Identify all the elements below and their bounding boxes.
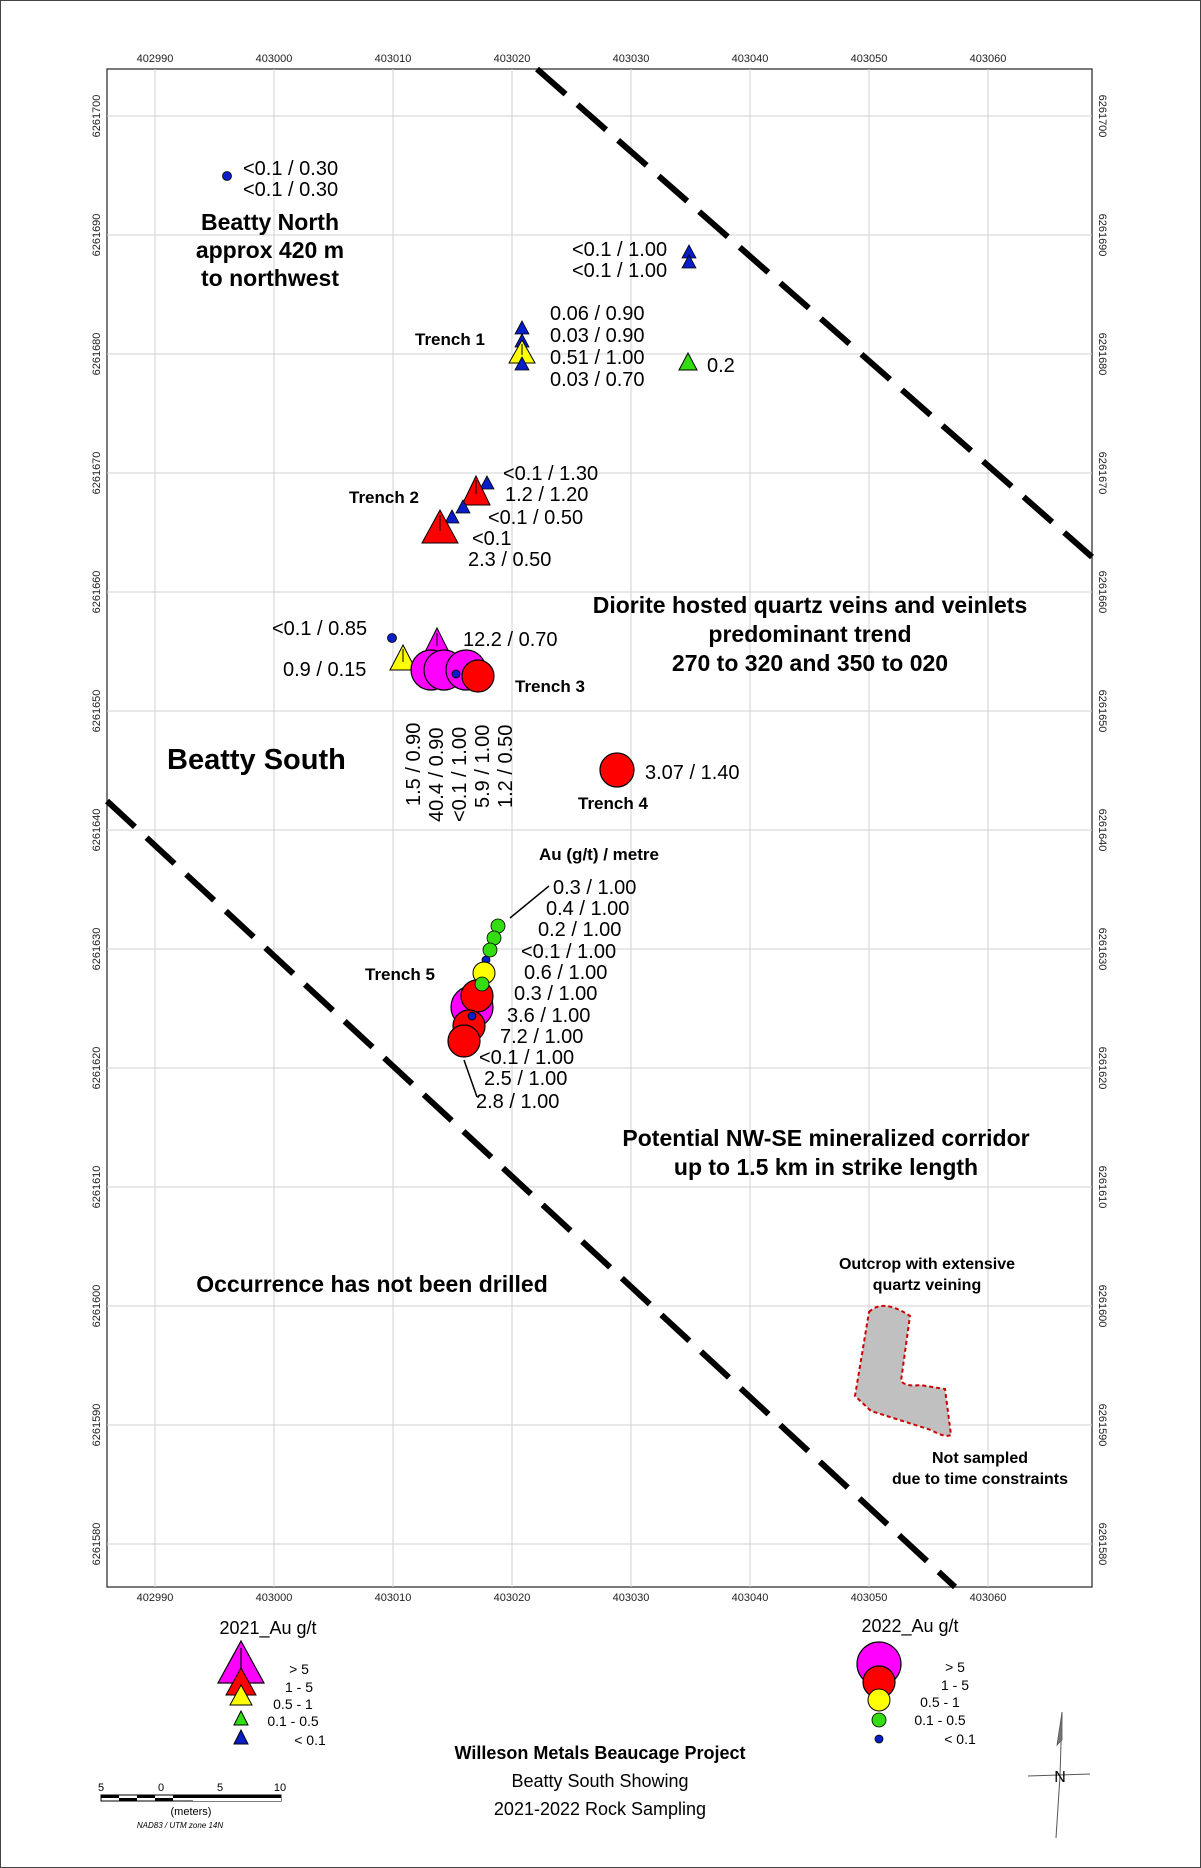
y-tick: 6261700	[1096, 94, 1108, 138]
sample-label: <0.1 / 0.85	[272, 618, 368, 640]
scale-tick: 5	[216, 1782, 224, 1794]
sample-label: 12.2 / 0.70	[463, 629, 558, 651]
legend-2021-labels	[267, 1661, 326, 1748]
legend-2021-symbol	[234, 1730, 248, 1744]
x-tick: 403000	[255, 1592, 293, 1604]
sample-label: 0.9 / 0.15	[283, 659, 367, 681]
y-tick: 6261660	[1096, 570, 1108, 614]
sample-dot	[223, 172, 232, 181]
sample-label: <0.1 / 0.30	[243, 158, 339, 180]
trench1-label: Trench 1	[415, 330, 485, 349]
x-tick: 402990	[136, 53, 174, 65]
north-arrow-head	[1057, 1712, 1062, 1745]
legend-2022-labels	[914, 1659, 976, 1747]
sample-label: 0.2 / 1.00	[538, 919, 622, 941]
y-tick: 6261590	[1096, 1403, 1108, 1447]
beatty-north-label: approx 420 m	[195, 237, 345, 263]
sample-label: 0.3 / 1.00	[553, 877, 637, 899]
scale-bar	[98, 1782, 286, 1830]
trench5-label: Trench 5	[365, 965, 435, 984]
sample-label: 0.03 / 0.90	[550, 325, 645, 347]
north-glyph: N	[1054, 1769, 1066, 1786]
sample-label: <0.1 / 1.00	[521, 941, 617, 963]
sample-label: 40.4 / 0.90	[426, 727, 448, 822]
sample-circle	[448, 1025, 480, 1057]
beatty-south-label: Beatty South	[167, 744, 346, 776]
x-tick: 403040	[731, 53, 769, 65]
not-sampled-label: due to time constraints	[891, 1471, 1069, 1488]
sample-label: <0.1 / 1.30	[503, 463, 599, 485]
beatty-north-label: Beatty North	[200, 209, 340, 235]
outcrop-label: quartz veining	[872, 1277, 982, 1294]
x-ticks-bottom	[137, 1592, 1007, 1604]
trench2-label: Trench 2	[349, 488, 419, 507]
sample-label: 5.9 / 1.00	[472, 724, 494, 808]
corridor-label: up to 1.5 km in strike length	[673, 1154, 979, 1180]
x-tick: 403010	[374, 53, 412, 65]
sample-label: 0.3 / 1.00	[514, 983, 598, 1005]
legend-2022-item: 1 - 5	[940, 1677, 970, 1693]
sample-dot	[468, 1012, 476, 1020]
y-tick: 6261680	[1096, 332, 1108, 376]
diorite-label: 270 to 320 and 350 to 020	[671, 650, 949, 676]
y-tick: 6261660	[91, 570, 103, 614]
x-tick: 403020	[493, 1592, 531, 1604]
scale-tick: 5	[97, 1782, 105, 1794]
sample-label: 0.51 / 1.00	[550, 347, 645, 369]
y-tick: 6261670	[91, 451, 103, 495]
sample-label: 0.2	[707, 355, 735, 377]
legend-2021-item: > 5	[289, 1661, 309, 1677]
legend-2022-item: 0.5 - 1	[920, 1694, 960, 1710]
datum-label: NAD83 / UTM zone 14N	[136, 1821, 224, 1830]
trench3-label: Trench 3	[515, 677, 585, 696]
sample-label: 2.5 / 1.00	[484, 1068, 568, 1090]
legend-2021-item: 0.5 - 1	[273, 1696, 313, 1712]
north-arrow-icon	[1028, 1712, 1090, 1838]
sample-label: 3.6 / 1.00	[507, 1005, 591, 1027]
diorite-label: predominant trend	[708, 621, 912, 647]
sample-circle	[600, 753, 634, 787]
sample-circle	[475, 977, 489, 991]
sample-dot	[388, 634, 397, 643]
y-tick: 6261640	[91, 808, 103, 852]
scale-bar-segment	[173, 1795, 193, 1798]
y-tick: 6261690	[1096, 213, 1108, 257]
y-tick: 6261700	[91, 94, 103, 138]
scale-bar-segment	[101, 1795, 119, 1798]
sample-label: <0.1 / 0.30	[243, 179, 339, 201]
y-tick: 6261630	[91, 927, 103, 971]
y-tick: 6261690	[91, 213, 103, 257]
sample-label: 2.8 / 1.00	[476, 1091, 560, 1113]
au-header-label: Au (g/t) / metre	[539, 845, 659, 864]
diorite-label: Diorite hosted quartz veins and veinlets	[592, 592, 1028, 618]
x-tick: 403050	[850, 1592, 888, 1604]
y-tick: 6261680	[91, 332, 103, 376]
x-tick: 403020	[493, 53, 531, 65]
sample-label: 3.07 / 1.40	[645, 762, 740, 784]
not-drilled-label: Occurrence has not been drilled	[196, 1271, 548, 1297]
scale-bar-segment	[193, 1798, 281, 1801]
scale-tick: 10	[273, 1782, 287, 1794]
x-tick: 403000	[255, 53, 293, 65]
sample-label: 1.5 / 0.90	[403, 722, 425, 806]
title-block	[455, 1743, 746, 1819]
x-tick: 403030	[612, 1592, 650, 1604]
map-frame	[107, 69, 1092, 1587]
sample-label: 2.3 / 0.50	[468, 549, 552, 571]
beatty-north-label: to northwest	[201, 265, 339, 291]
sample-label: <0.1 / 1.00	[479, 1047, 575, 1069]
y-ticks-left	[91, 95, 103, 1566]
y-tick: 6261610	[91, 1165, 103, 1209]
scale-bar-segment	[155, 1798, 173, 1801]
legend-2022-item: < 0.1	[944, 1731, 976, 1747]
y-tick: 6261620	[91, 1046, 103, 1090]
sample-label: <0.1 / 0.50	[488, 507, 584, 529]
scale-unit: (meters)	[170, 1806, 212, 1818]
y-tick: 6261640	[1096, 808, 1108, 852]
sampling-title: 2021-2022 Rock Sampling	[493, 1799, 707, 1819]
sample-dot	[452, 670, 460, 678]
y-tick: 6261580	[91, 1522, 103, 1566]
sample-circle	[462, 660, 494, 692]
sample-label: <0.1 / 1.00	[572, 260, 668, 282]
sample-label: 1.2 / 1.20	[505, 484, 589, 506]
legend-2021-item: 0.1 - 0.5	[267, 1713, 319, 1729]
sample-label: <0.1 / 1.00	[572, 239, 668, 261]
sample-label: 7.2 / 1.00	[500, 1026, 584, 1048]
sample-label: 0.6 / 1.00	[524, 962, 608, 984]
sample-label: 1.2 / 0.50	[495, 724, 517, 808]
x-tick: 402990	[136, 1592, 174, 1604]
sample-label: 0.06 / 0.90	[550, 303, 645, 325]
legend-2021	[218, 1618, 326, 1748]
legend-2021-item: < 0.1	[294, 1732, 326, 1748]
x-tick: 403030	[612, 53, 650, 65]
scale-bar-segment	[137, 1795, 155, 1798]
y-tick: 6261600	[91, 1284, 103, 1328]
y-tick: 6261630	[1096, 927, 1108, 971]
sample-label: <0.1	[472, 528, 512, 550]
y-tick: 6261650	[91, 689, 103, 733]
x-tick: 403060	[969, 53, 1007, 65]
y-tick: 6261610	[1096, 1165, 1108, 1209]
y-tick: 6261620	[1096, 1046, 1108, 1090]
showing-title: Beatty South Showing	[511, 1771, 689, 1791]
corridor-label: Potential NW-SE mineralized corridor	[622, 1125, 1030, 1151]
y-tick: 6261600	[1096, 1284, 1108, 1328]
y-tick: 6261580	[1096, 1522, 1108, 1566]
legend-2022-symbol	[872, 1713, 886, 1727]
y-tick: 6261590	[91, 1403, 103, 1447]
x-tick: 403040	[731, 1592, 769, 1604]
scale-bar-segment	[119, 1798, 137, 1801]
legend-2021-symbol	[234, 1711, 248, 1725]
x-tick: 403050	[850, 53, 888, 65]
trench4-label: Trench 4	[578, 794, 648, 813]
y-tick: 6261670	[1096, 451, 1108, 495]
legend-2022-symbol	[875, 1735, 883, 1743]
x-ticks-top	[137, 53, 1007, 65]
project-title: Willeson Metals Beaucage Project	[454, 1743, 746, 1763]
legend-2022-symbol	[868, 1689, 890, 1711]
not-sampled-label: Not sampled	[931, 1450, 1029, 1467]
sample-label: 0.4 / 1.00	[546, 898, 630, 920]
legend-2022-item: 0.1 - 0.5	[914, 1712, 966, 1728]
x-tick: 403060	[969, 1592, 1007, 1604]
legend-2022	[857, 1616, 976, 1747]
scale-bar-ticks	[98, 1782, 286, 1794]
sample-label: 0.03 / 0.70	[550, 369, 645, 391]
scale-tick: 0	[157, 1782, 165, 1794]
x-tick: 403010	[374, 1592, 412, 1604]
legend-2022-item: > 5	[945, 1659, 965, 1675]
sample-label: <0.1 / 1.00	[449, 726, 471, 822]
y-tick: 6261650	[1096, 689, 1108, 733]
legend-2021-item: 1 - 5	[284, 1679, 314, 1695]
sample-circle	[483, 943, 497, 957]
legend-2021-title: 2021_Au g/t	[219, 1618, 317, 1638]
y-ticks-right	[1096, 95, 1108, 1566]
outcrop-label: Outcrop with extensive	[838, 1256, 1016, 1273]
legend-2022-title: 2022_Au g/t	[861, 1616, 959, 1636]
